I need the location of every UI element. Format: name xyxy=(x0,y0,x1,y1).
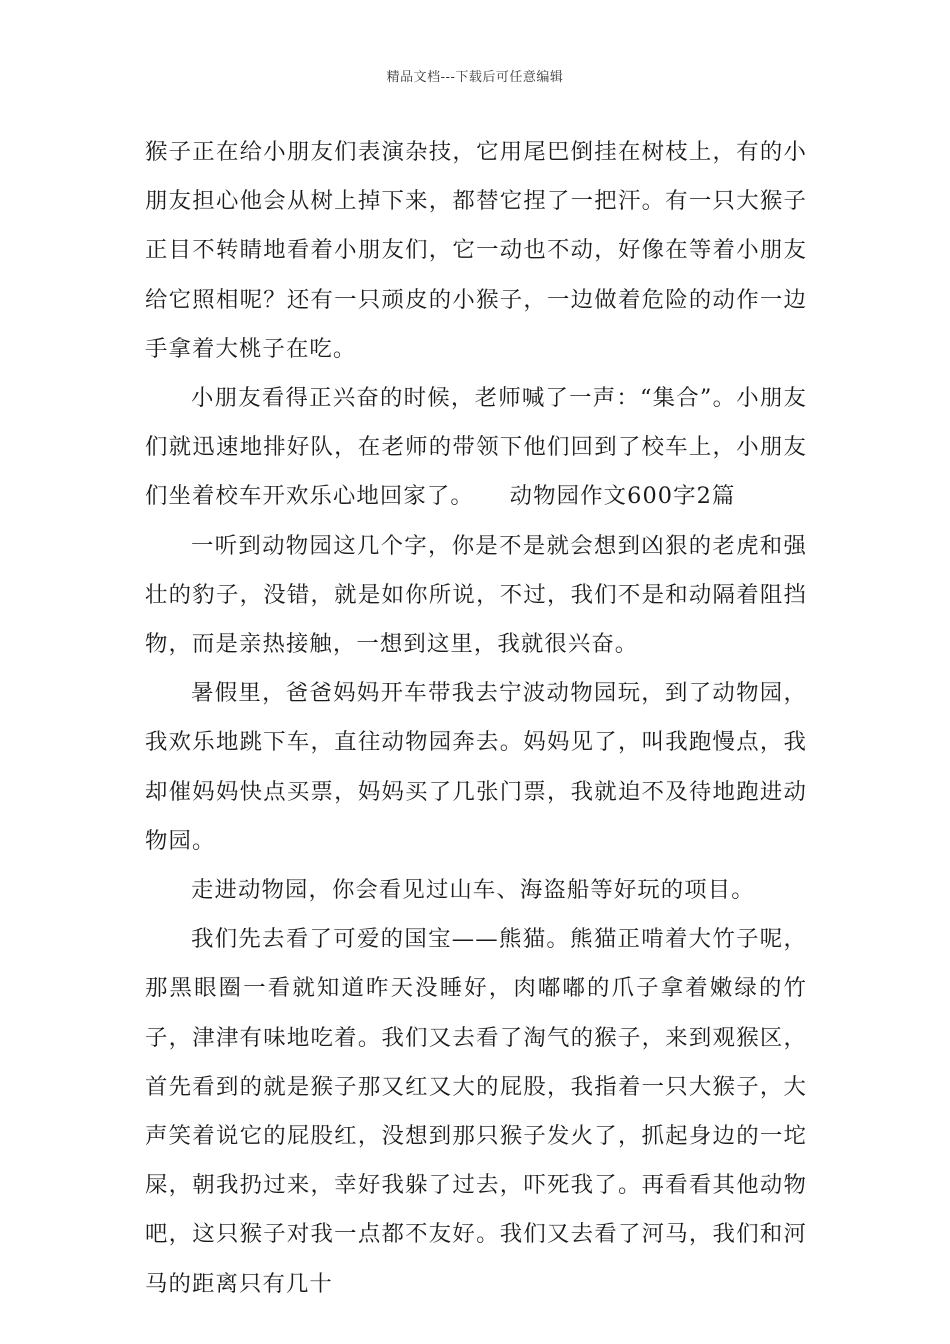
page-header: 精品文档---下载后可任意编辑 xyxy=(386,70,564,85)
paragraph-teacher-gather: 小朋友看得正兴奋的时候，老师喊了一声：“集合”。小朋友们就迅速地排好队，在老师的带领下他们回到了校车上，小朋友们坐着校车开欢乐心地回家了。 动物园作文600字2篇 xyxy=(145,385,807,510)
paragraph-summer-trip: 暑假里，爸爸妈妈开车带我去宁波动物园玩，到了动物园，我欢乐地跳下车，直往动物园奔去。妈妈见了，叫我跑慢点，我却催妈妈快点买票，妈妈买了几张门票，我就迫不及待地跑进动物园。 xyxy=(145,680,807,854)
paragraph-entering-zoo: 走进动物园，你会看见过山车、海盗船等好玩的项目。 xyxy=(191,877,755,904)
paragraph-monkey-acrobatics: 猴子正在给小朋友们表演杂技，它用尾巴倒挂在树枝上，有的小朋友担心他会从树上掉下来，都替它捏了一把汗。有一只大猴子正目不转睛地看着小朋友们，它一动也不动，好像在等着小朋友给它照相呢？还有一只顽皮的小猴子，一边做着危险的动作一边手拿着大桃子在吃。 xyxy=(145,139,807,362)
paragraph-zoo-intro: 一听到动物园这几个字，你是不是就会想到凶狠的老虎和强壮的豹子，没错，就是如你所说，不过，我们不是和动隔着阻挡物，而是亲热接触，一想到这里，我就很兴奋。 xyxy=(145,532,807,658)
document-body xyxy=(145,128,807,1309)
paragraph-panda-monkey-hippo: 我们先去看了可爱的国宝——熊猫。熊猫正啃着大竹子呢，那黑眼圈一看就知道昨天没睡好，肉嘟嘟的爪子拿着嫩绿的竹子，津津有味地吃着。我们又去看了淘气的猴子，来到观猴区，首先看到的就是猴子那又红又大的屁股，我指着一只大猴子，大声笑着说它的屁股红，没想到那只猴子发火了，抓起身边的一坨屎，朝我扔过来，幸好我躲了过去，吓死我了。再看看其他动物吧，这只猴子对我一点都不友好。我们又去看了河马，我们和河马的距离只有几十 xyxy=(145,926,807,1297)
